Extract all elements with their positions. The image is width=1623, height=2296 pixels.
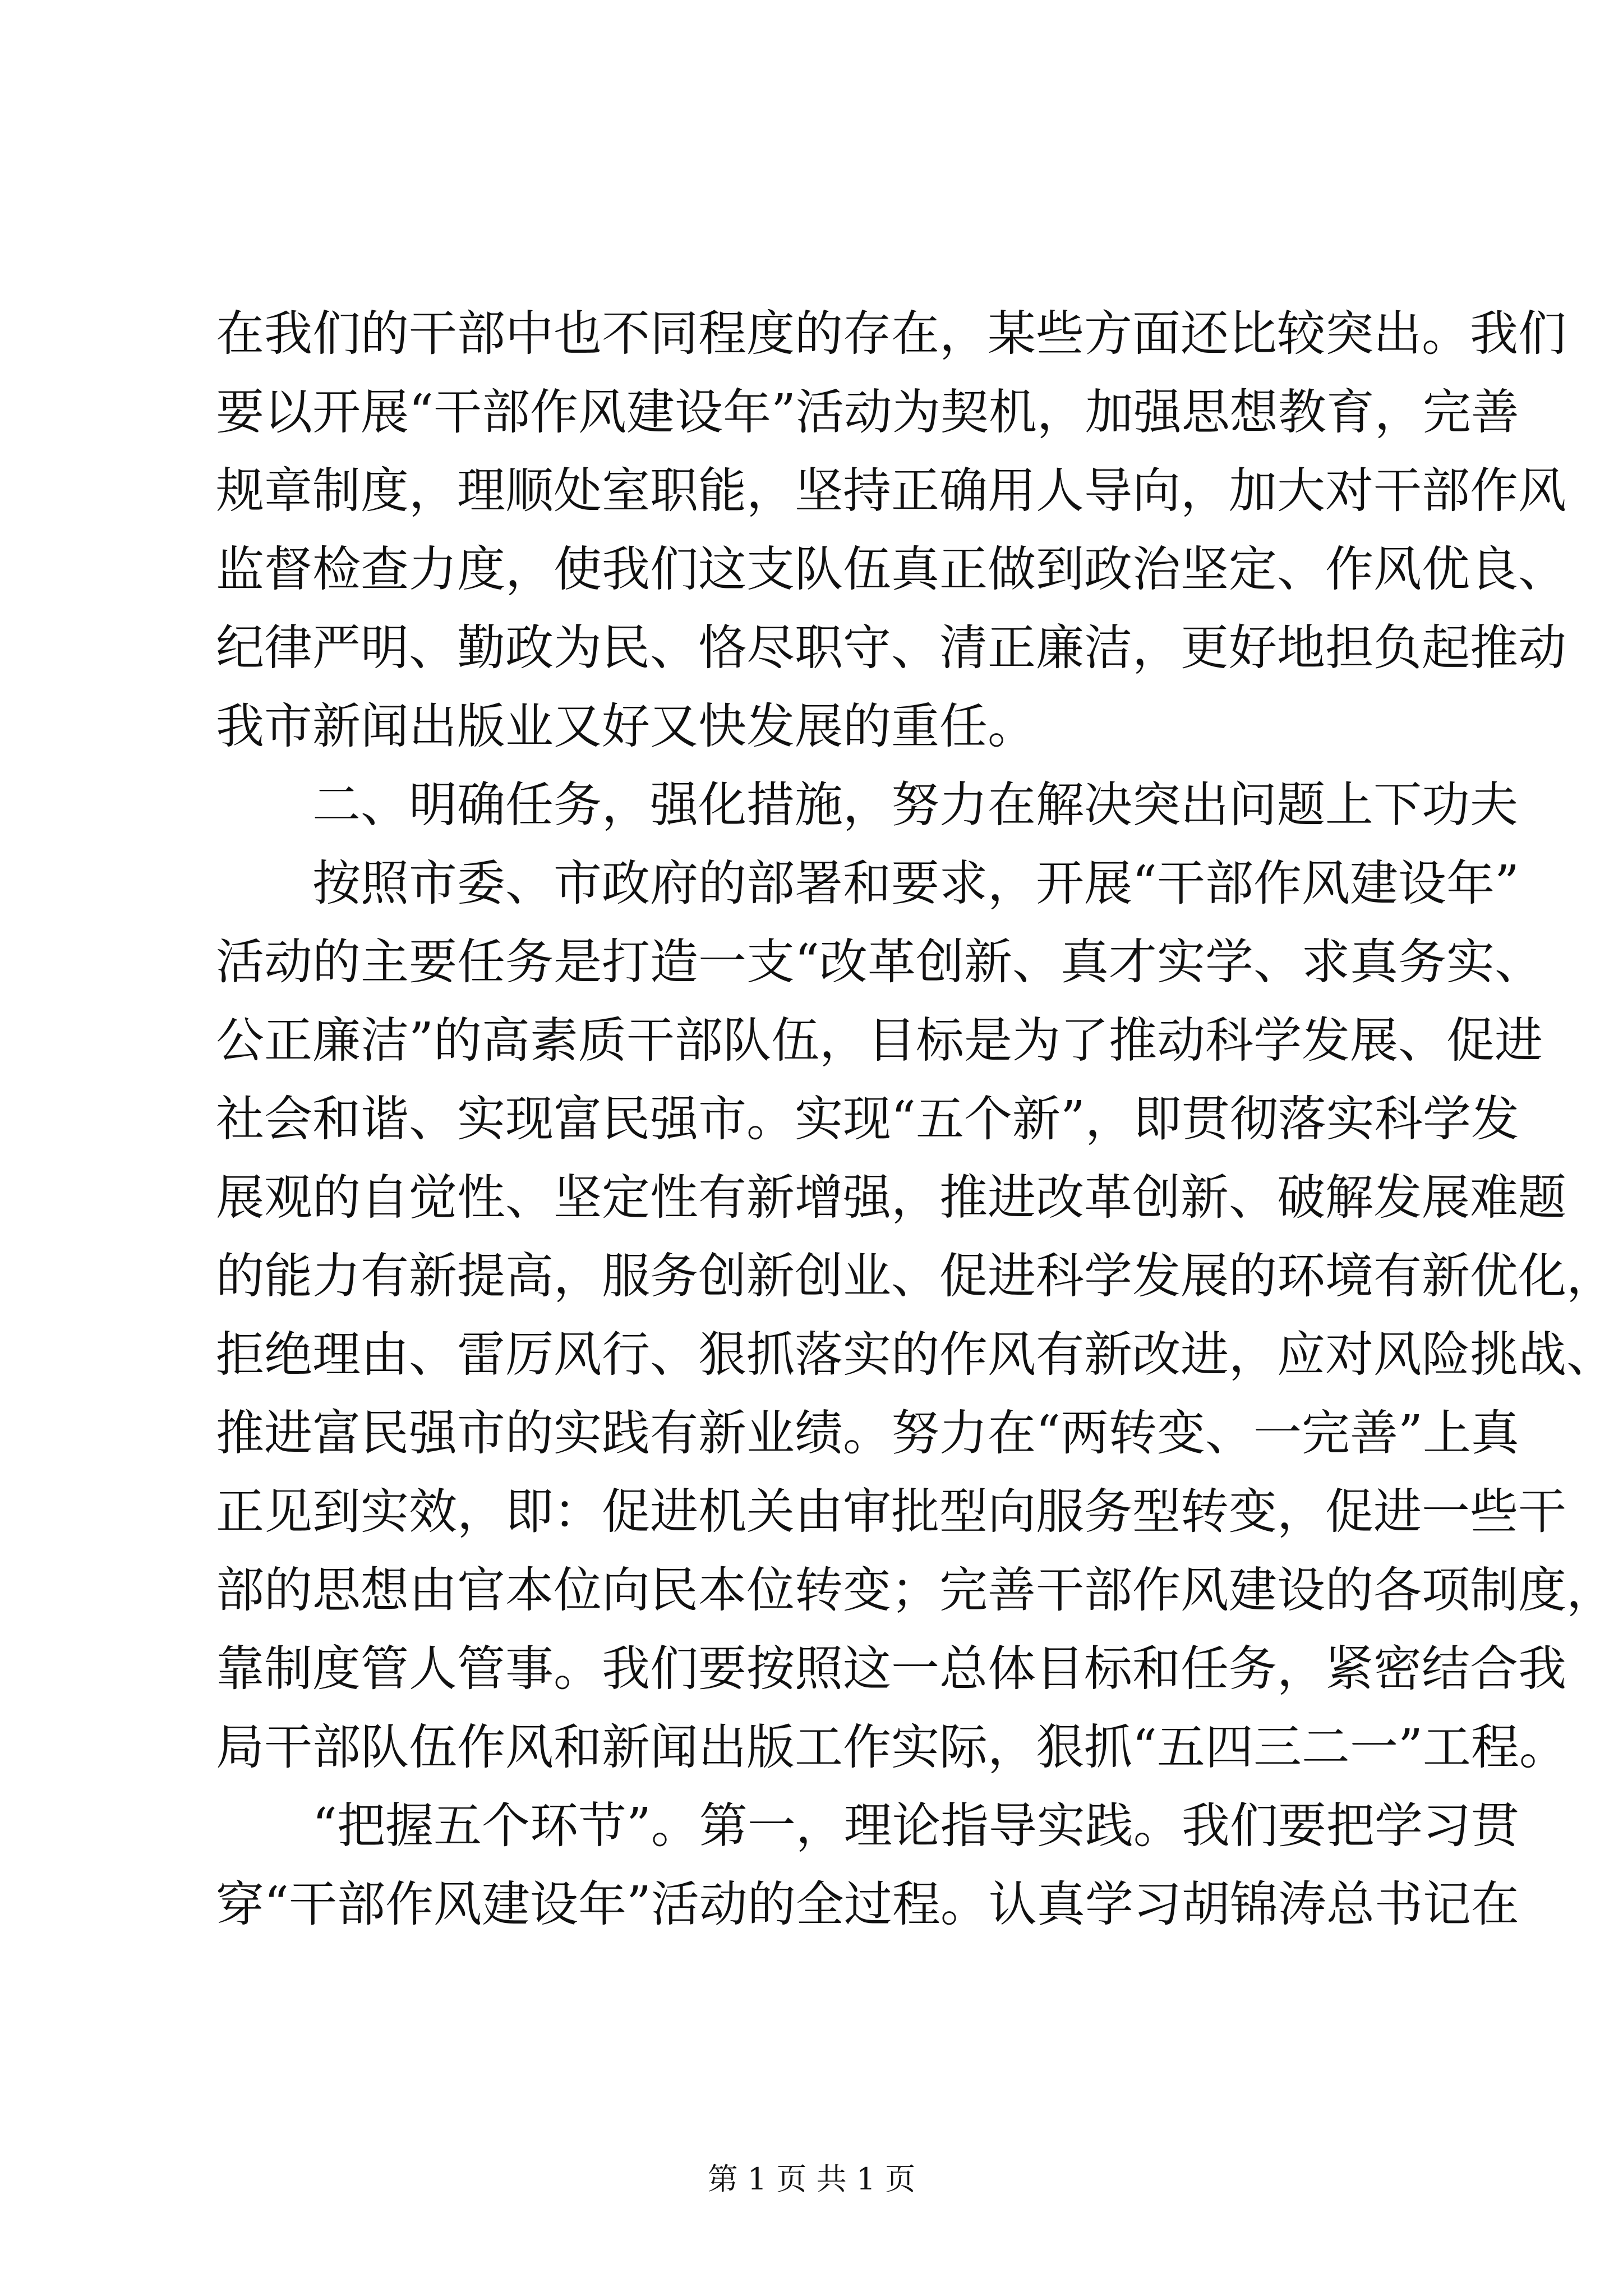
text-line: 局干部队伍作风和新闻出版工作实际，狠抓“五四三二一”工程。 <box>216 1719 1567 1775</box>
text-line: 的能力有新提高，服务创新创业、促进科学发展的环境有新优化， <box>216 1248 1615 1304</box>
text-line: 正见到实效，即：促进机关由审批型向服务型转变，促进一些干 <box>216 1484 1566 1540</box>
section-heading: 二、明确任务，强化措施，努力在解决突出问题上下功夫 <box>312 777 1518 833</box>
text-line: 社会和谐、实现富民强市。实现“五个新”，即贯彻落实科学发 <box>216 1091 1519 1147</box>
text-line: 纪律严明、勤政为民、恪尽职守、清正廉洁，更好地担负起推动 <box>216 620 1566 676</box>
text-line: 穿“干部作风建设年”活动的全过程。认真学习胡锦涛总书记在 <box>216 1876 1519 1932</box>
text-line: 我市新闻出版业又好又快发展的重任。 <box>216 698 1036 754</box>
text-line: 靠制度管人管事。我们要按照这一总体目标和任务，紧密结合我 <box>216 1641 1566 1697</box>
text-line: 活动的主要任务是打造一支“改革创新、真才实学、求真务实、 <box>216 934 1543 990</box>
text-line: 在我们的干部中也不同程度的存在，某些方面还比较突出。我们 <box>216 306 1566 362</box>
text-line: 展观的自觉性、坚定性有新增强，推进改革创新、破解发展难题 <box>216 1170 1566 1226</box>
page-footer: 第 1 页 共 1 页 <box>707 2161 916 2197</box>
text-line: 部的思想由官本位向民本位转变；完善干部作风建设的各项制度， <box>216 1562 1615 1618</box>
text-line: 公正廉洁”的高素质干部队伍，目标是为了推动科学发展、促进 <box>216 1013 1543 1069</box>
text-line: 规章制度，理顺处室职能，坚持正确用人导向，加大对干部作风 <box>216 463 1566 519</box>
text-line: 监督检查力度，使我们这支队伍真正做到政治坚定、作风优良、 <box>216 541 1566 597</box>
text-line: 要以开展“干部作风建设年”活动为契机，加强思想教育，完善 <box>216 384 1519 440</box>
text-line: 推进富民强市的实践有新业绩。努力在“两转变、一完善”上真 <box>216 1405 1519 1461</box>
text-line: 拒绝理由、雷厉风行、狠抓落实的作风有新改进，应对风险挑战、 <box>216 1327 1615 1383</box>
text-line: 按照市委、市政府的部署和要求，开展“干部作风建设年” <box>312 855 1519 912</box>
text-line: “把握五个环节”。第一，理论指导实践。我们要把学习贯 <box>312 1798 1519 1854</box>
